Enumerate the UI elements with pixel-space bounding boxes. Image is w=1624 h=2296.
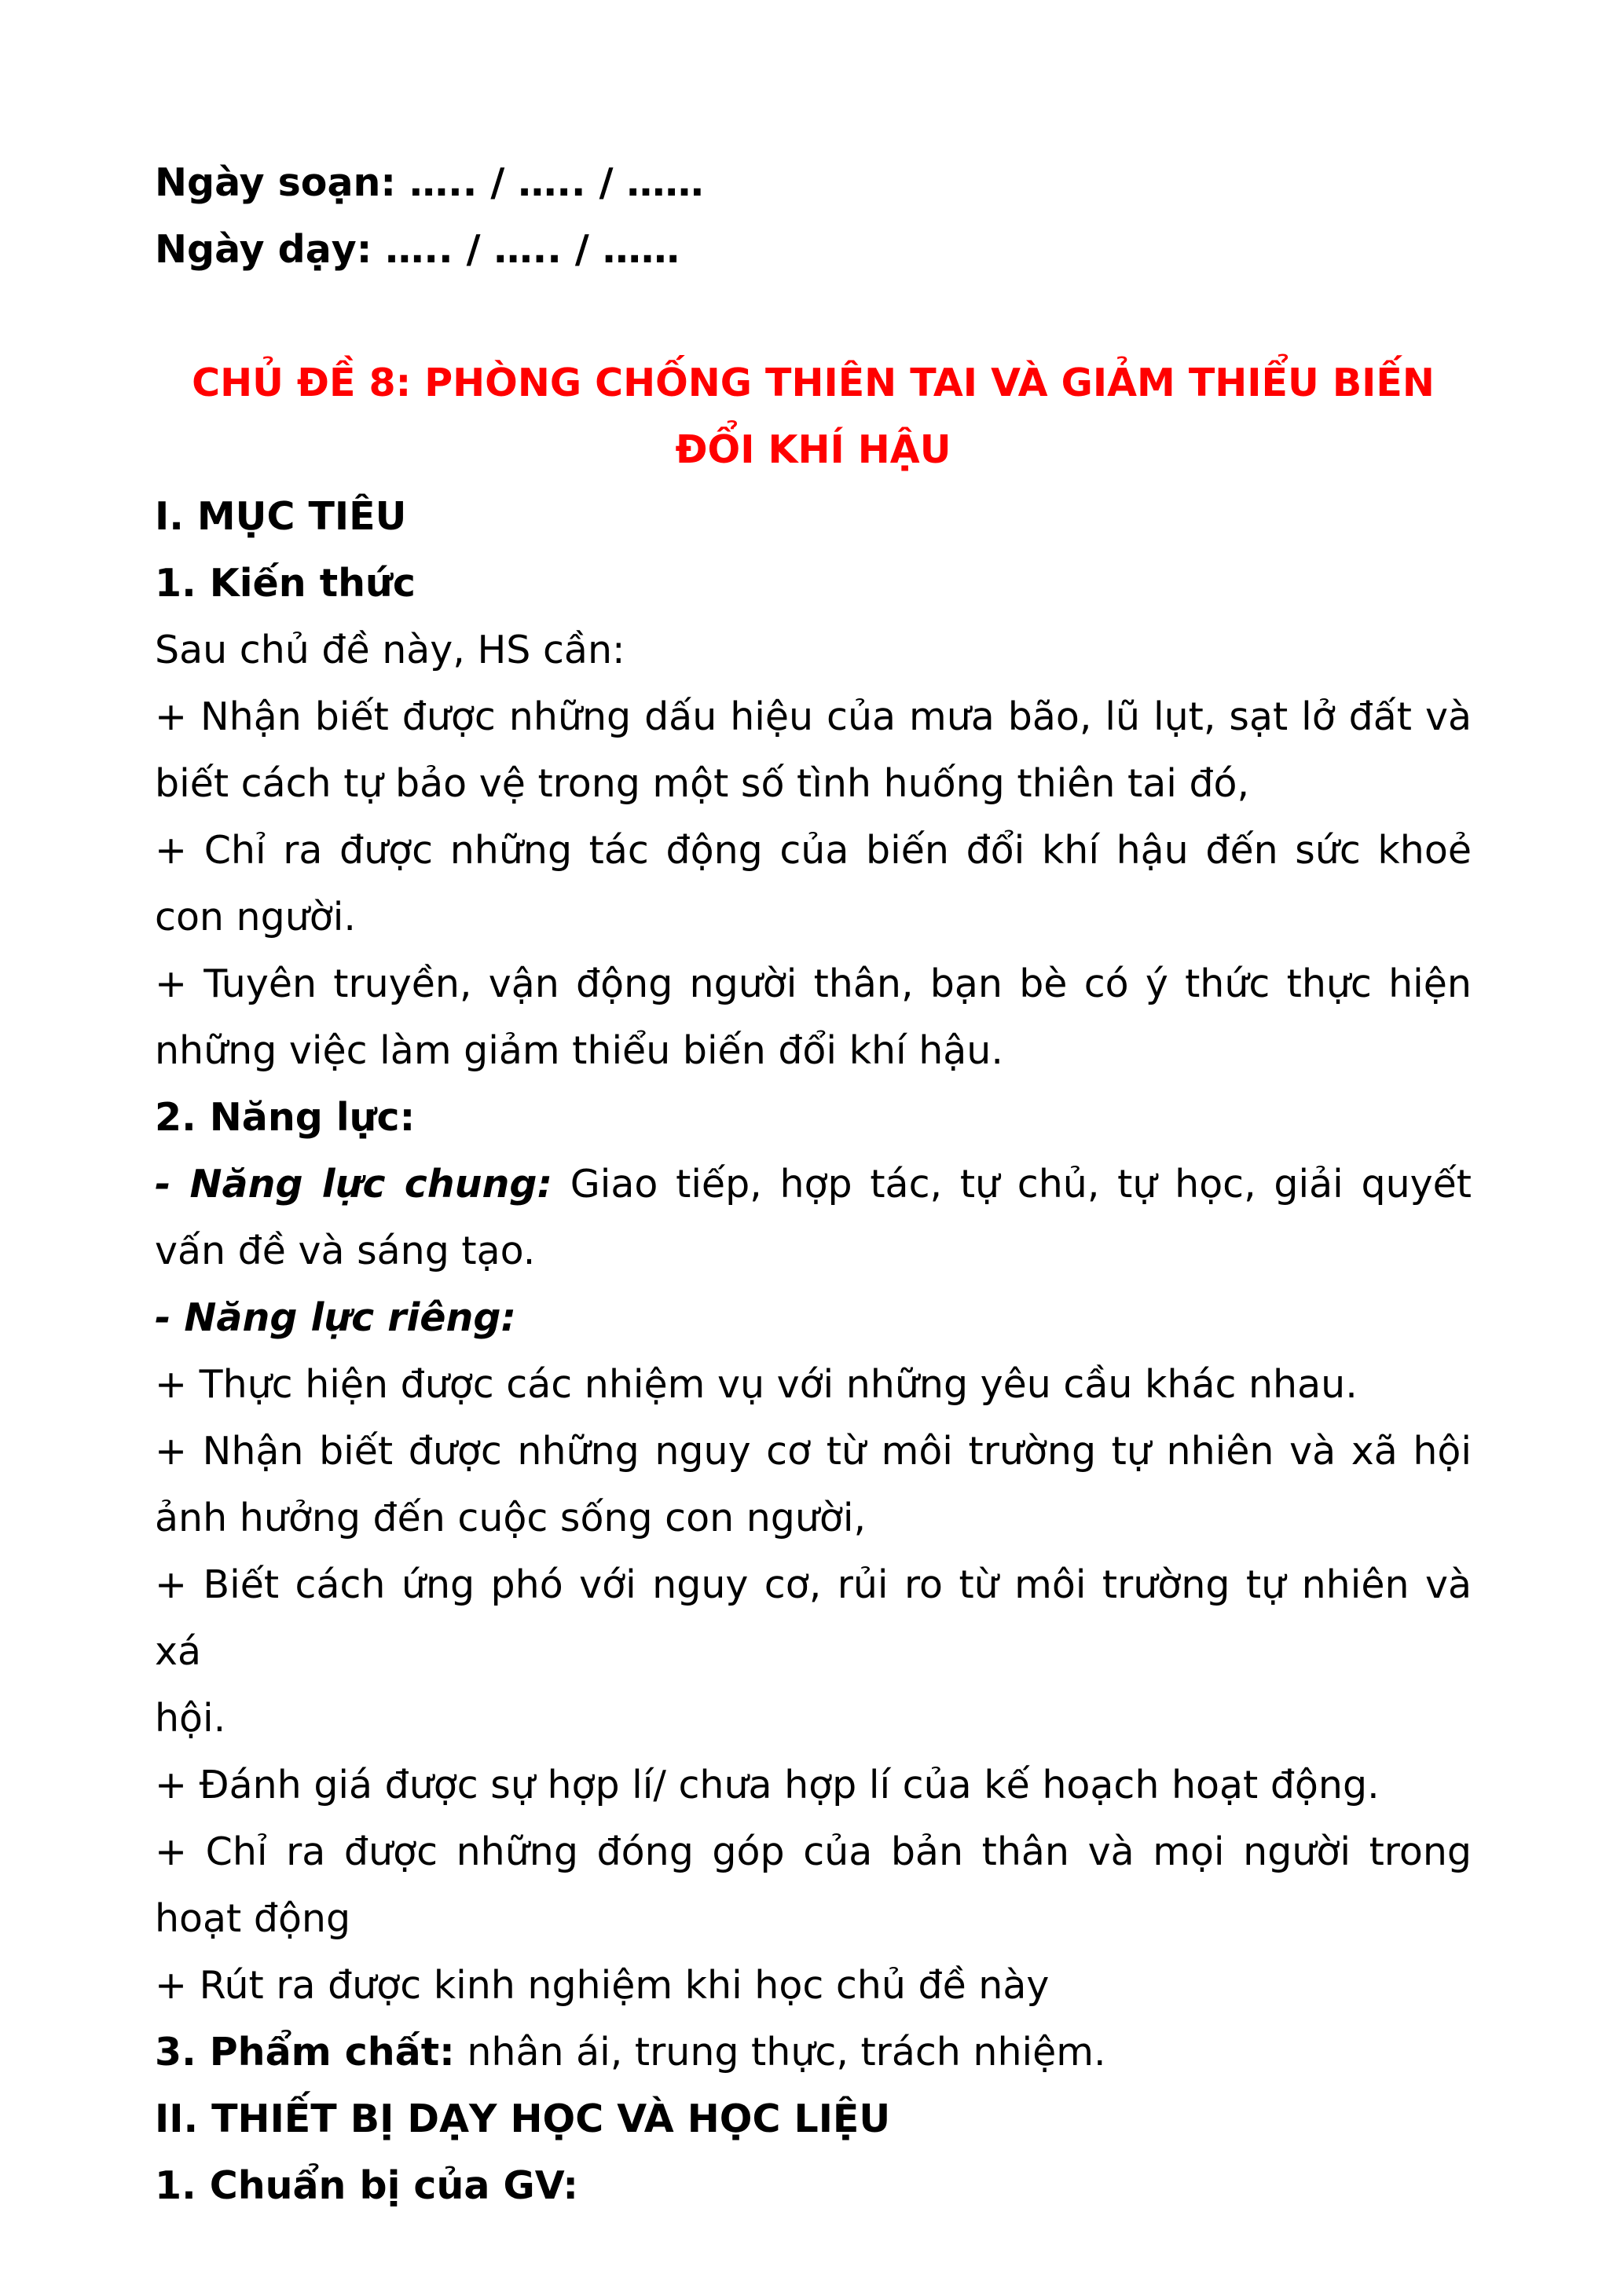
knowledge-intro: Sau chủ đề này, HS cần: (155, 628, 625, 672)
specific-item-6: + Rút ra được kinh nghiệm khi học chủ đề này (155, 1963, 1050, 2008)
specific-item-4: + Đánh giá được sự hợp lí/ chưa hợp lí của kế hoạch hoạt động. (155, 1763, 1380, 1807)
knowledge-heading: 1. Kiến thức (155, 561, 416, 606)
date-prepared: Ngày soạn: ….. / ….. / …… (155, 160, 704, 205)
spacer (155, 283, 1472, 350)
competence-heading: 2. Năng lực: (155, 1095, 416, 1140)
quality-text: nhân ái, trung thực, trách nhiệm. (454, 2030, 1106, 2074)
quality-label: 3. Phẩm chất: (155, 2030, 455, 2074)
section-objectives-heading: I. MỤC TIÊU (155, 494, 407, 539)
specific-item-2-line2: ảnh hưởng đến cuộc sống con người, (155, 1496, 867, 1540)
topic-title-line2: ĐỔI KHÍ HẬU (675, 427, 951, 472)
topic-title-line1: CHỦ ĐỀ 8: PHÒNG CHỐNG THIÊN TAI VÀ GIẢM THIỂU BIẾN (192, 361, 1435, 405)
document-page (155, 149, 1472, 2219)
specific-item-2-line1: + Nhận biết được những nguy cơ từ môi trường tự nhiên và xã hội (155, 1429, 1472, 1474)
knowledge-item-2-line2: con người. (155, 895, 356, 939)
knowledge-item-2-line1: + Chỉ ra được những tác động của biến đổi khí hậu đến sức khoẻ (155, 828, 1472, 873)
knowledge-item-1-line1: + Nhận biết được những dấu hiệu của mưa bão, lũ lụt, sạt lở đất và (155, 694, 1472, 739)
teacher-preparation-heading: 1. Chuẩn bị của GV: (155, 2163, 579, 2208)
specific-item-3-line1: + Biết cách ứng phó với nguy cơ, rủi ro từ môi trường tự nhiên và xá (155, 1562, 1472, 1674)
quality-line (155, 2019, 1472, 2085)
specific-item-5-line1: + Chỉ ra được những đóng góp của bản thân và mọi người trong (155, 1829, 1472, 1874)
knowledge-item-1-line2: biết cách tự bảo vệ trong một số tình huống thiên tai đó, (155, 761, 1250, 806)
specific-competence-label: - Năng lực riêng: (155, 1295, 517, 1340)
specific-item-5-line2: hoạt động (155, 1896, 351, 1941)
specific-item-3-line2: hội. (155, 1696, 226, 1741)
general-competence-label: - Năng lực chung: (155, 1162, 553, 1207)
knowledge-item-3-line2: những việc làm giảm thiểu biến đổi khí hậu. (155, 1028, 1003, 1073)
specific-item-1: + Thực hiện được các nhiệm vụ với những yêu cầu khác nhau. (155, 1362, 1358, 1407)
section-equipment-heading: II. THIẾT BỊ DẠY HỌC VÀ HỌC LIỆU (155, 2096, 891, 2141)
knowledge-item-3-line1: + Tuyên truyền, vận động người thân, bạn bè có ý thức thực hiện (155, 961, 1472, 1006)
general-competence-line1 (155, 1151, 1472, 1218)
general-competence-line2: vấn đề và sáng tạo. (155, 1229, 536, 1273)
general-competence-text: Giao tiếp, hợp tác, tự chủ, tự học, giải quyết (552, 1162, 1472, 1207)
date-taught: Ngày dạy: ….. / ….. / …… (155, 227, 680, 272)
